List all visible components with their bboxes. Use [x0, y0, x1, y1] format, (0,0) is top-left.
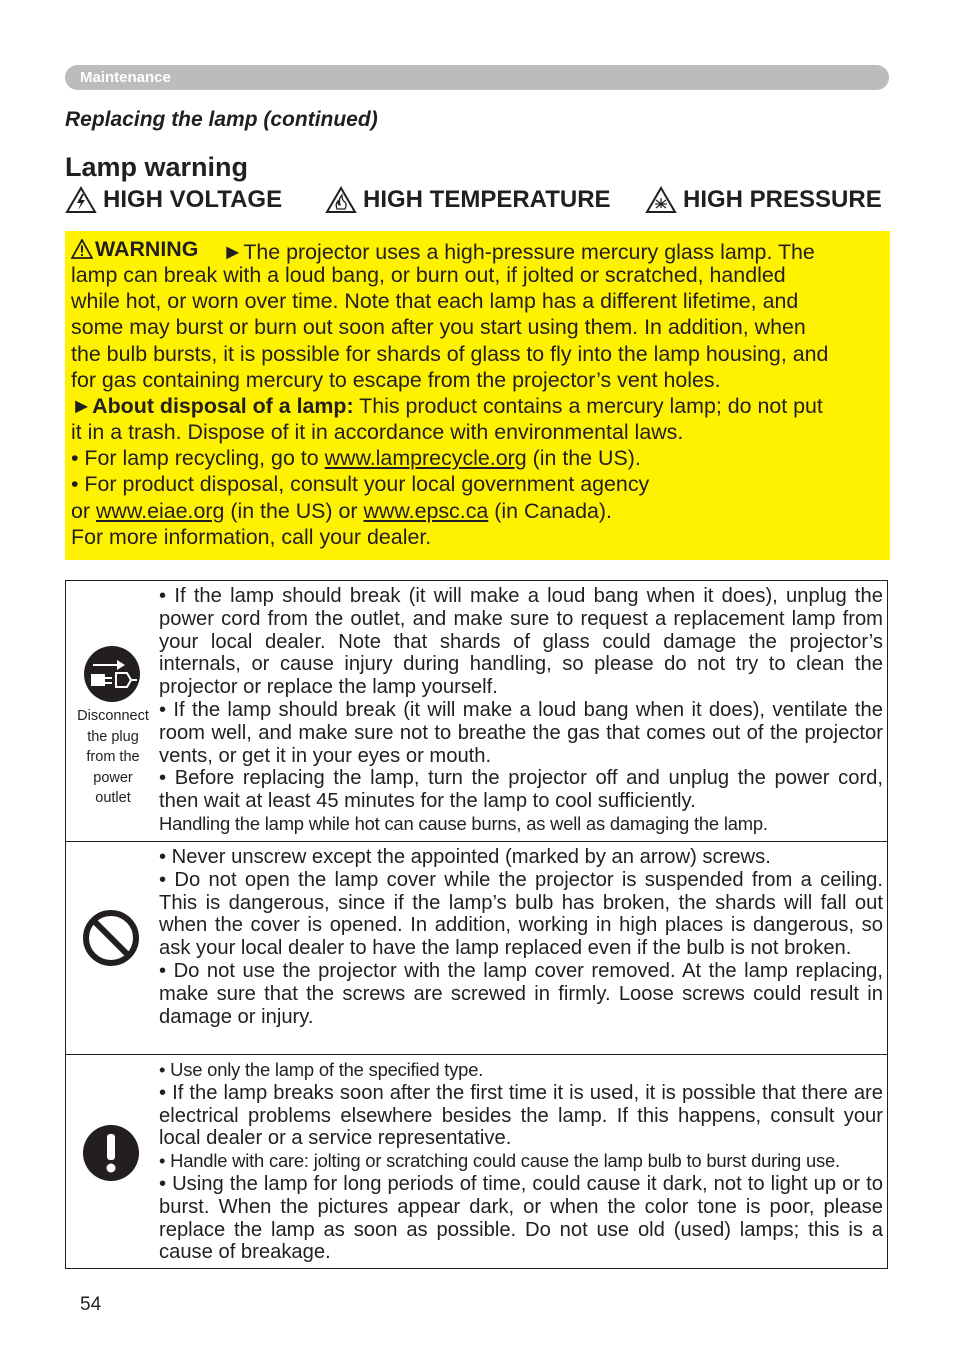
- warning-triangle-icon: [71, 239, 93, 259]
- eiae-link[interactable]: www.eiae.org: [95, 499, 225, 523]
- subtitle: Replacing the lamp (continued): [65, 108, 378, 131]
- prohibited-icon: [82, 909, 140, 967]
- section-label: Maintenance: [80, 69, 171, 86]
- paragraph: • Do not open the lamp cover while the projector is suspended from a ceiling. This is dangerous, since if the lamp’s bulb has broken, the shards will fall out when the cover is opened. In addition, working in high places is dangerous, so ask your local dealer to have the lamp replaced even if the bulb is not broken.: [159, 868, 883, 960]
- hazard-label: HIGH VOLTAGE: [103, 186, 283, 213]
- warning-line: for gas containing mercury to escape from the projector’s vent holes.: [71, 368, 721, 392]
- warning-line: WARNING ►The projector uses a high-pressure mercury glass lamp. The: [71, 236, 815, 265]
- lamprecycle-link[interactable]: www.lamprecycle.org: [324, 446, 527, 470]
- page-title: Lamp warning: [65, 152, 249, 182]
- disposal-label: ►About disposal of a lamp:: [71, 394, 354, 418]
- paragraph: • Never unscrew except the appointed (marked by an arrow) screws.: [159, 846, 771, 868]
- row-text: [159, 846, 883, 1028]
- high-temperature-icon: [325, 186, 357, 214]
- disposal-line: ►About disposal of a lamp: This product contains a mercury lamp; do not put: [71, 394, 823, 418]
- paragraph: • Use only the lamp of the specified type.: [159, 1059, 484, 1080]
- warning-line: the bulb bursts, it is possible for shards of glass to fly into the lamp housing, and: [71, 342, 829, 366]
- warning-arrow: ►: [222, 240, 244, 264]
- paragraph: • Handle with care: jolting or scratching could cause the lamp bulb to burst during use.: [159, 1150, 840, 1172]
- high-pressure-icon: [645, 186, 677, 214]
- row-text: [159, 585, 883, 836]
- disconnect-plug-icon: [83, 645, 141, 703]
- hazard-label: HIGH TEMPERATURE: [363, 186, 611, 213]
- caution-table: [65, 580, 888, 1269]
- recycle-line: • For lamp recycling, go to www.lamprecycle.org (in the US).: [71, 446, 641, 470]
- paragraph: • Before replacing the lamp, turn the projector off and unplug the power cord, then wait at least 45 minutes for the lamp to cool sufficiently.: [159, 767, 883, 813]
- hazard-high-voltage: [65, 186, 282, 214]
- table-row: [66, 1054, 887, 1269]
- warning-label: WARNING: [71, 236, 198, 262]
- agency-line: or www.eiae.org (in the US) or www.epsc.ca (in Canada).: [71, 499, 612, 523]
- section-bar: [65, 65, 889, 90]
- table-row: [66, 841, 887, 1055]
- paragraph: • If the lamp breaks soon after the first time it is used, it is possible that there are electrical problems elsewhere besides the lamp. If this happens, consult your local dealer or a service representative.: [159, 1081, 883, 1150]
- epsc-link[interactable]: www.epsc.ca: [363, 499, 489, 523]
- page-number: 54: [80, 1294, 102, 1315]
- paragraph: Handling the lamp while hot can cause burns, as well as damaging the lamp.: [159, 812, 768, 834]
- warning-box: [65, 231, 890, 560]
- warning-line: while hot, or worn over time. Note that each lamp has a different lifetime, and: [71, 289, 799, 313]
- paragraph: • Using the lamp for long periods of time, could cause it dark, not to light up or to burst. When the pictures appear dark, or when the color tone is poor, please replace the lamp as soon as possible. Do not use old (used) lamps; this is a cause of breakage.: [159, 1172, 883, 1264]
- hazard-high-temperature: [325, 186, 611, 214]
- disconnect-caption: Disconnect the plug from the power outlet: [77, 708, 149, 806]
- warning-line: lamp can break with a loud bang, or burn out, if jolted or scratched, handled: [71, 263, 786, 287]
- warning-line: some may burst or burn out soon after you start using them. In addition, when: [71, 315, 806, 339]
- dealer-line: For more information, call your dealer.: [71, 525, 432, 549]
- table-row: [66, 581, 887, 841]
- mandatory-exclamation-icon: [82, 1124, 140, 1182]
- hazard-label: HIGH PRESSURE: [683, 186, 882, 213]
- row-text: [159, 1059, 883, 1264]
- hazard-high-pressure: [645, 186, 882, 214]
- disposal-line: it in a trash. Dispose of it in accordance with environmental laws.: [71, 420, 684, 444]
- product-disposal-line: • For product disposal, consult your local government agency: [71, 472, 650, 496]
- paragraph: • Do not use the projector with the lamp cover removed. At the lamp replacing, make sure that the screws are screwed in firmly. Loose screws could result in damage or injury.: [159, 959, 883, 1028]
- high-voltage-icon: [65, 186, 97, 214]
- paragraph: • If the lamp should break (it will make a loud bang when it does), unplug the power cord from the outlet, and make sure to request a replacement lamp from your local dealer. Note that shards of glass could damage the projector’s internals, or cause injury during handling, so please do not try to clean the projector or replace the lamp yourself.: [159, 585, 883, 699]
- paragraph: • If the lamp should break (it will make a loud bang when it does), ventilate the room well, and make sure not to breathe the gas that comes out of the projector vents, or get it in your eyes or mouth.: [159, 698, 883, 767]
